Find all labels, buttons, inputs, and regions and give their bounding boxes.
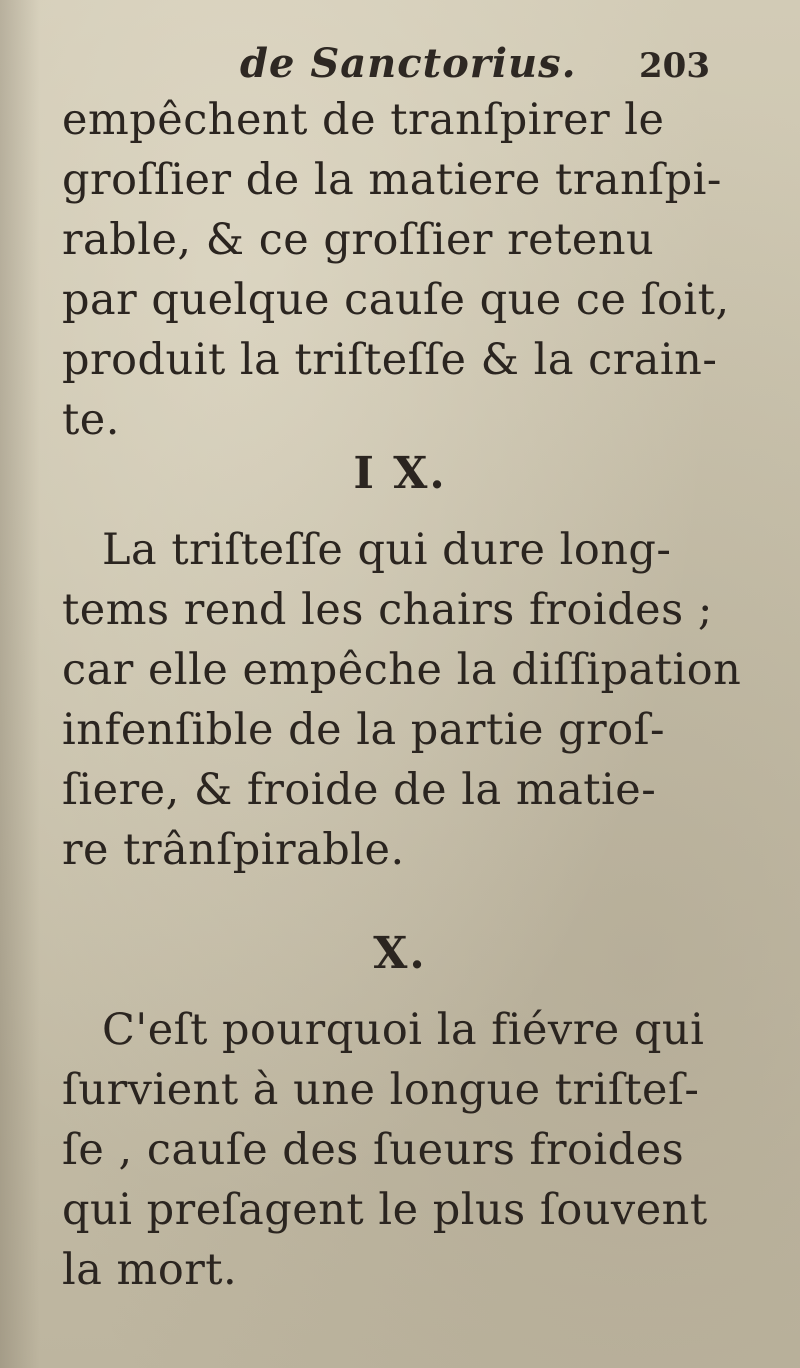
paragraph-continued [62,90,730,450]
text-line: te. [62,395,120,445]
text-line: car elle empêche la diſſipation [62,645,742,695]
text-line: tems rend les chairs froides ; [62,585,713,635]
text-line: C'eſt pourquoi la fiévre qui [102,1005,705,1055]
section-heading-x: X. [373,928,427,979]
text-line: infenſible de la partie groſ- [62,705,666,755]
text-line: ſiere, & froide de la matie- [62,765,657,815]
section-x-paragraph [62,1000,722,1300]
text-line: produit la triſteſſe & la crain- [62,335,718,385]
page-gutter-shadow [0,0,40,1368]
section-ix-paragraph [62,520,742,880]
text-line: La triſteſſe qui dure long- [102,525,672,575]
page-number: 203 [639,46,710,86]
text-line: la mort. [62,1245,238,1295]
text-line: empêchent de tranſpirer le [62,95,665,145]
text-line: ſurvient à une longue triſteſ- [62,1065,700,1115]
section-heading-ix: I X. [353,448,447,499]
text-line: rable, & ce groſſier retenu [62,215,655,265]
text-line: qui preſagent le plus ſouvent [62,1185,708,1235]
text-line: par quelque cauſe que ce ſoit, [62,275,730,325]
running-title: de Sanctorius. [240,40,577,87]
text-line: ſe , cauſe des ſueurs froides [62,1125,685,1175]
text-line: re trânſpirable. [62,825,405,875]
text-line: groſſier de la matiere tranſpi- [62,155,722,205]
